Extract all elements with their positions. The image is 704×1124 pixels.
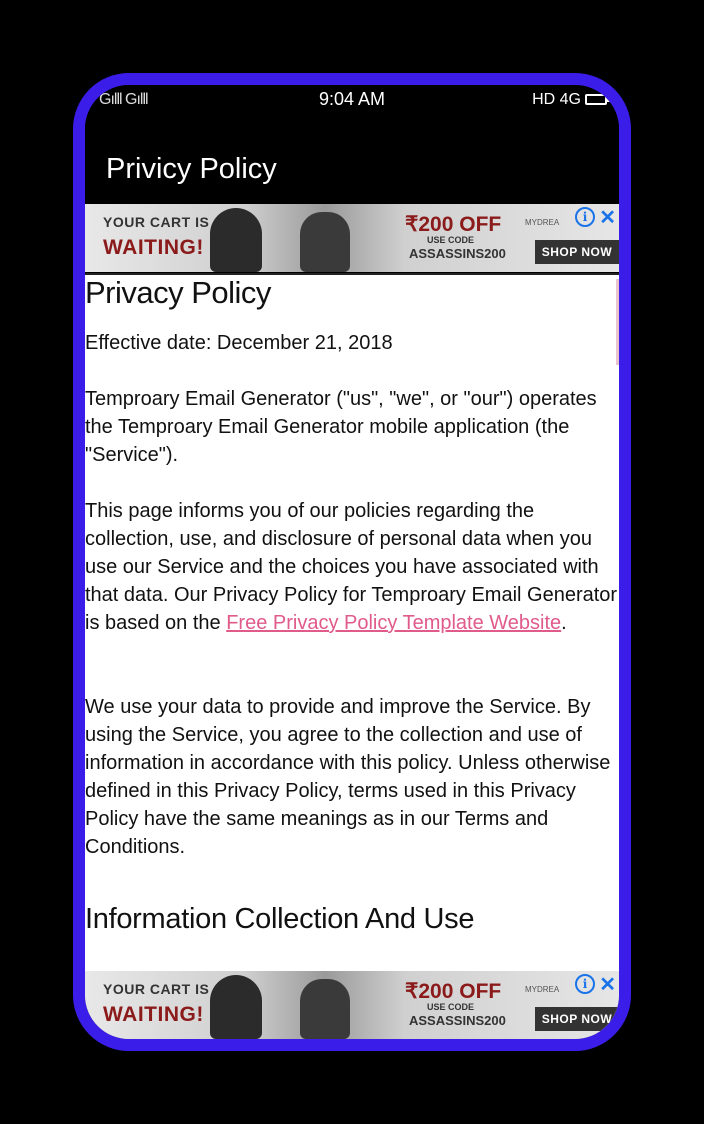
ad-code: ASSASSINS200 (409, 246, 506, 261)
status-time: 9:04 AM (318, 89, 386, 109)
ad-info-icon[interactable]: i (575, 207, 595, 227)
ad-offer: ₹200 OFF (405, 980, 502, 1003)
ad-figure-image (300, 212, 350, 272)
free-privacy-policy-link[interactable]: Free Privacy Policy Template Website (226, 612, 562, 634)
ad-headline: YOUR CART IS (103, 981, 210, 997)
policy-paragraph (85, 497, 619, 637)
ad-banner-top[interactable] (85, 204, 619, 272)
battery-icon (585, 94, 607, 105)
ad-brand-logo: MYDREA (525, 218, 560, 227)
network-indicator: HD 4G (532, 91, 581, 108)
intro-paragraph: Temproary Email Generator ("us", "we", or "our") operates the Temproary Email Generator mobile application (the "Service"). (85, 388, 597, 466)
ad-close-icon[interactable]: ✕ (599, 974, 616, 996)
ad-offer: ₹200 OFF (405, 213, 502, 236)
app-title: Privicy Policy (106, 153, 277, 185)
ad-code: ASSASSINS200 (409, 1013, 506, 1028)
privacy-policy-content[interactable] (85, 273, 619, 971)
ad-banner-bottom[interactable] (85, 971, 619, 1039)
app-bar (85, 125, 619, 205)
data-use-paragraph: We use your data to provide and improve the Service. By using the Service, you agree to the collection and use of information in accordance with this policy. Unless otherwise defined in this Privacy Policy, terms used in this Privacy Policy have the same meanings as in our Terms and Conditions. (85, 696, 611, 858)
status-bar (85, 85, 619, 115)
section-heading: Information Collection And Use (85, 903, 475, 935)
policy-paragraph-end: . (561, 612, 567, 634)
ad-figure-image (210, 975, 262, 1039)
ad-shop-now-button[interactable]: SHOP NOW (535, 240, 619, 264)
effective-date: Effective date: December 21, 2018 (85, 332, 393, 354)
signal-icon: Gılll Gılll (99, 91, 148, 108)
policy-paragraph-text: This page informs you of our policies regarding the collection, use, and disclosure of personal data when you use our Service and the choices you have associated with that data. Our Privacy Policy for Temproary Email Generator is based on the (85, 500, 618, 634)
ad-info-icon[interactable]: i (575, 974, 595, 994)
ad-headline-emphasis: WAITING! (103, 236, 204, 259)
ad-code-label: USE CODE (427, 235, 475, 245)
ad-code-label: USE CODE (427, 1002, 475, 1012)
phone-frame (73, 73, 631, 1051)
ad-close-icon[interactable]: ✕ (599, 207, 616, 229)
page-title: Privacy Policy (85, 275, 271, 310)
ad-brand-logo: MYDREA (525, 985, 560, 994)
screen (85, 85, 619, 1039)
ad-headline: YOUR CART IS (103, 214, 210, 230)
ad-shop-now-button[interactable]: SHOP NOW (535, 1007, 619, 1031)
ad-headline-emphasis: WAITING! (103, 1003, 204, 1026)
ad-figure-image (210, 208, 262, 272)
ad-figure-image (300, 979, 350, 1039)
